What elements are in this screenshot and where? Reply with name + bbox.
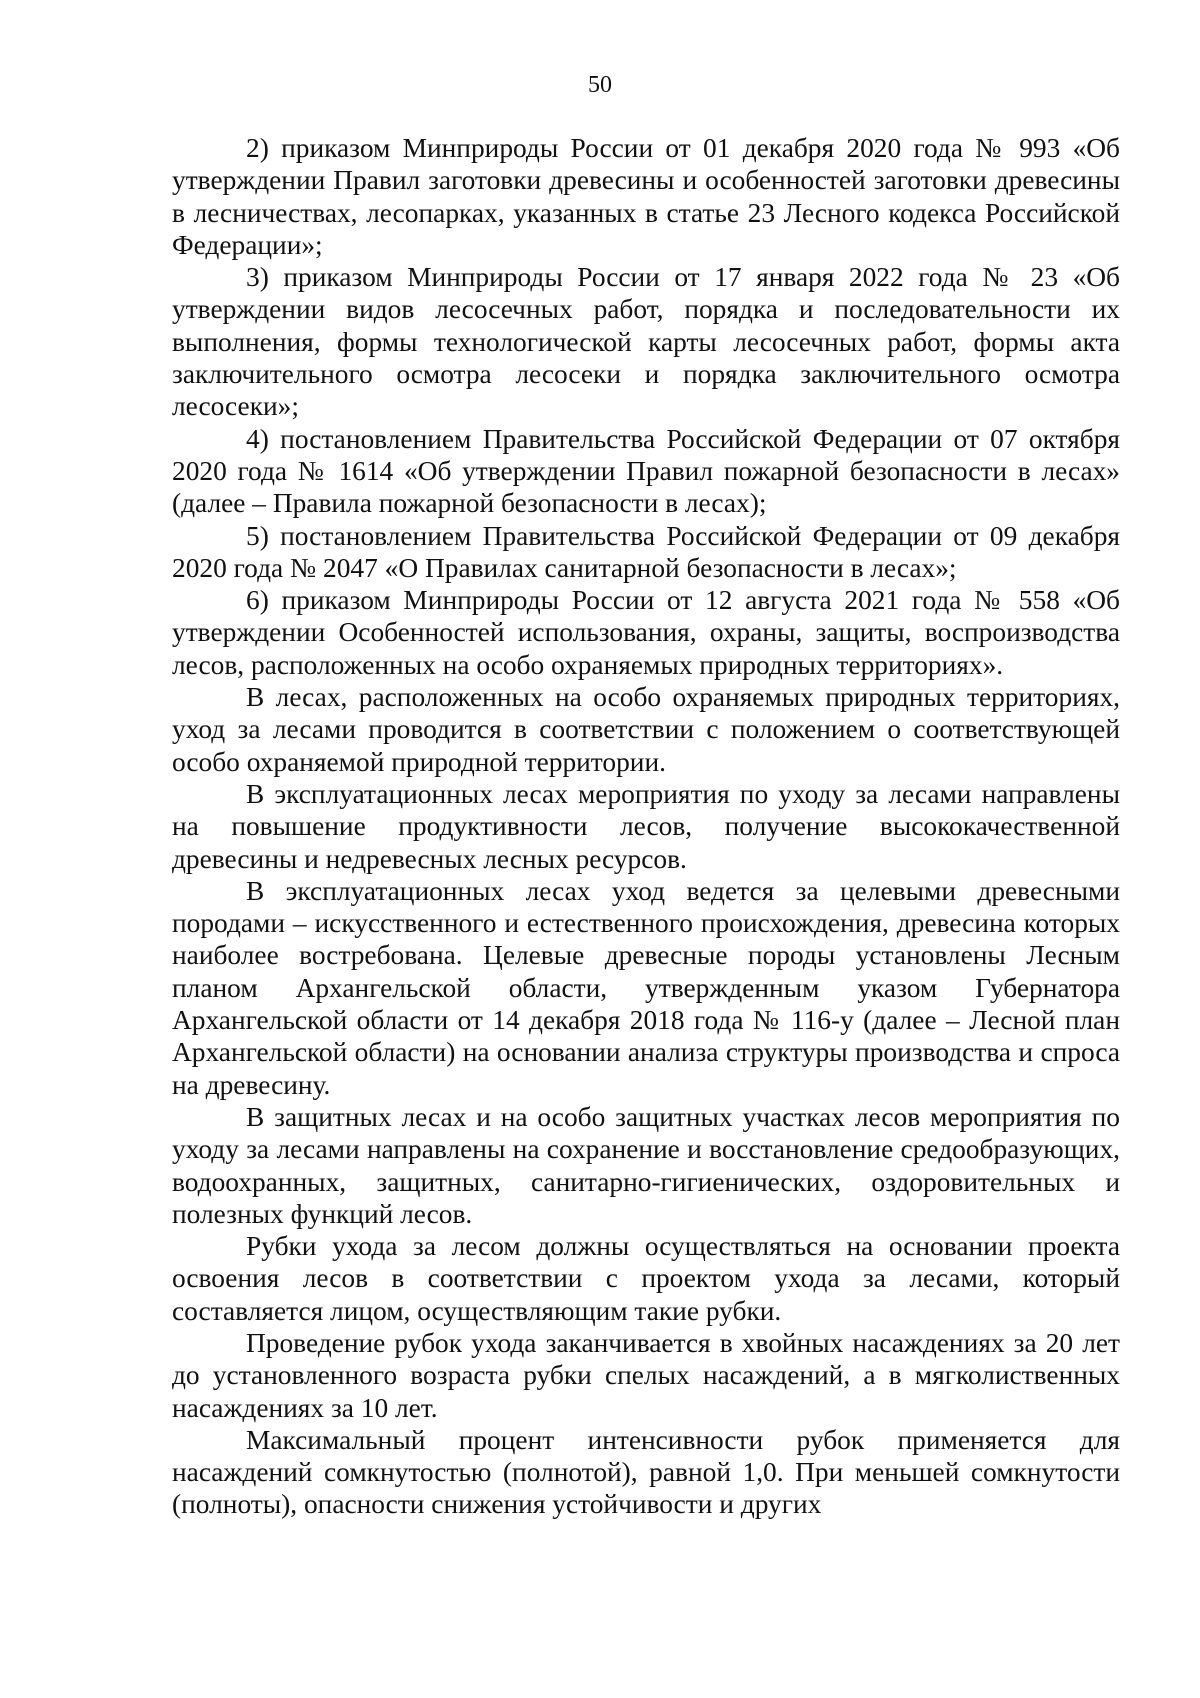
paragraph-protected-territories: В лесах, расположенных на особо охраняемых природных территориях, уход за лесами проводится в соответствии с положением о соответствующей особо охраняемой природной территории. [172,682,1120,777]
paragraph-list-item-6: 6) приказом Минприроды России от 12 августа 2021 года № 558 «Об утверждении Особенностей использования, охраны, защиты, воспроизводства лесов, расположенных на особо охраняемых природных территориях». [172,585,1120,680]
paragraph-operational-forests-target-species: В эксплуатационных лесах уход ведется за целевыми древесными породами – искусственного и естественного происхождения, древесина которых наиболее востребована. Целевые древесные породы установлены Лесным планом Архангельской области, утвержденным указом Губернатора Архангельской области от 14 декабря 2018 года № 116-у (далее – Лесной план Архангельской области) на основании анализа структуры производства и спроса на древесину. [172,875,1120,1100]
page-number: 50 [588,72,612,98]
paragraph-list-item-2: 2) приказом Минприроды России от 01 декабря 2020 года № 993 «Об утверждении Правил заготовки древесины и особенностей заготовки древесины в лесничествах, лесопарках, указанных в статье 23 Лесного кодекса Российской Федерации»; [172,133,1120,260]
paragraph-max-intensity: Максимальный процент интенсивности рубок применяется для насаждений сомкнутостью (полнотой), равной 1,0. При меньшей сомкнутости (полноты), опасности снижения устойчивости и других [172,1424,1120,1520]
paragraph-thinning-project: Рубки ухода за лесом должны осуществляться на основании проекта освоения лесов в соответствии с проектом ухода за лесами, который составляется лицом, осуществляющим такие рубки. [172,1231,1120,1326]
paragraph-operational-forests-measures: В эксплуатационных лесах мероприятия по уходу за лесами направлены на повышение продуктивности лесов, получение высококачественной древесины и недревесных лесных ресурсов. [172,778,1120,874]
document-body [172,132,1120,1521]
paragraph-list-item-4: 4) постановлением Правительства Российской Федерации от 07 октября 2020 года № 1614 «Об утверждении Правил пожарной безопасности в лесах» (далее – Правила пожарной безопасности в лесах); [172,423,1120,519]
paragraph-list-item-3: 3) приказом Минприроды России от 17 января 2022 года № 23 «Об утверждении видов лесосечных работ, порядка и последовательности их выполнения, формы технологической карты лесосечных работ, формы акта заключительного осмотра лесосеки и порядка заключительного осмотра лесосеки»; [172,262,1120,422]
paragraph-thinning-end: Проведение рубок ухода заканчивается в хвойных насаждениях за 20 лет до установленного возраста рубки спелых насаждений, а в мягколиственных насаждениях за 10 лет. [172,1327,1120,1423]
paragraph-list-item-5: 5) постановлением Правительства Российской Федерации от 09 декабря 2020 года № 2047 «О Правилах санитарной безопасности в лесах»; [172,520,1120,583]
paragraph-protective-forests: В защитных лесах и на особо защитных участках лесов мероприятия по уходу за лесами направлены на сохранение и восстановление средообразующих, водоохранных, защитных, санитарно-гигиенических, оздоровительных и полезных функций лесов. [172,1101,1120,1229]
